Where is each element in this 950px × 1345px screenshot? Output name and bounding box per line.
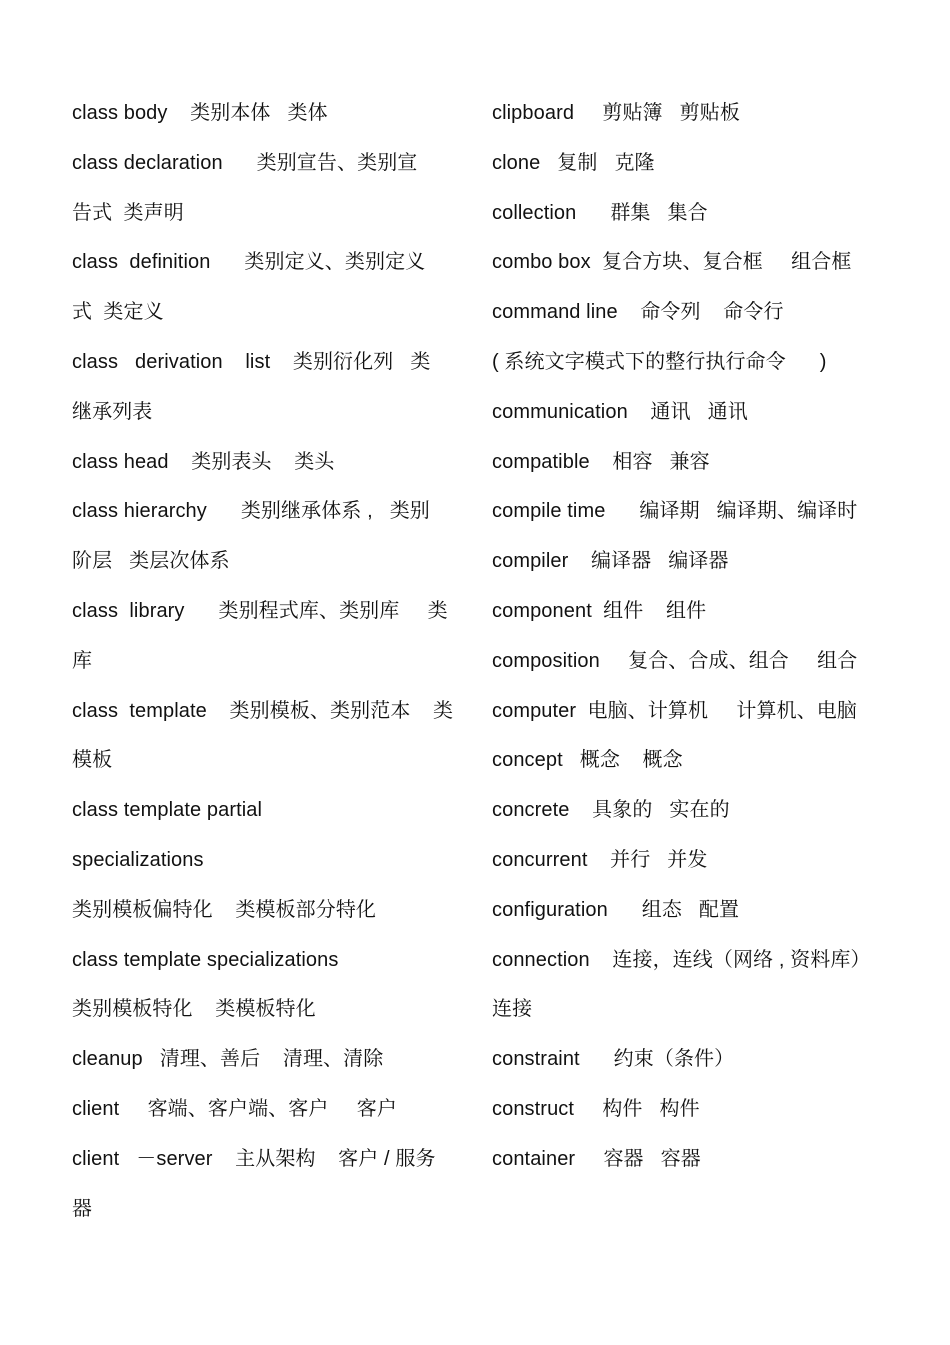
glossary-line: cleanup 清理、善后 清理、清除 [72,1048,384,1071]
glossary-line: class hierarchy 类别继承体系 , 类别 [72,500,430,523]
glossary-line: class definition 类别定义、类别定义 [72,251,426,274]
glossary-line: combo box 复合方块、复合框 组合框 [492,251,852,274]
glossary-line: 器 [72,1197,93,1220]
glossary-line: specializations [72,848,204,871]
glossary-line: class head 类别表头 类头 [72,450,335,473]
glossary-line: 类别模板特化 类模板特化 [72,998,316,1021]
glossary-line: container 容器 容器 [492,1147,701,1170]
glossary-line: collection 群集 集合 [492,201,708,224]
glossary-line: compatible 相容 兼容 [492,450,710,473]
glossary-line: concept 概念 概念 [492,749,683,772]
glossary-line: command line 命令列 命令行 [492,301,784,324]
glossary-line: configuration 组态 配置 [492,898,740,921]
glossary-line: 模板 [72,749,113,772]
glossary-line: compile time 编译期 编译期、编译时 [492,500,858,523]
glossary-line: ( 系统文字模式下的整行执行命令 ) [492,350,827,373]
glossary-line: class template specializations [72,948,339,971]
glossary-line: computer 电脑、计算机 计算机、电脑 [492,699,857,722]
right-glossary-column [492,92,892,1188]
glossary-line: 式 类定义 [72,301,164,324]
glossary-line: concurrent 并行 并发 [492,848,708,871]
glossary-line: clipboard 剪贴簿 剪贴板 [492,102,740,124]
glossary-line: 继承列表 [72,400,153,423]
glossary-line: constraint 约束（条件） [492,1048,735,1071]
glossary-line: 阶层 类层次体系 [72,550,230,573]
glossary-line: class derivation list 类别衍化列 类 [72,350,431,373]
glossary-line: class template 类别模板、类别范本 类 [72,699,454,722]
glossary-line: 库 [72,649,93,672]
glossary-line: class body 类别本体 类体 [72,102,328,124]
glossary-line: class template partial [72,799,263,822]
glossary-line: composition 复合、合成、组合 组合 [492,649,858,672]
glossary-line: connection 连接，连线（网络 , 资料库） [492,948,871,971]
glossary-line: class library 类别程式库、类别库 类 [72,599,448,622]
glossary-line: communication 通讯 通讯 [492,400,748,423]
glossary-line: client 客端、客户端、客户 客户 [72,1097,397,1120]
glossary-line: 连接 [492,998,533,1021]
glossary-line: clone 复制 克隆 [492,151,655,174]
glossary-line: construct 构件 构件 [492,1097,700,1120]
left-glossary-column [72,92,462,1237]
glossary-line: 告式 类声明 [72,201,184,224]
glossary-line: class declaration 类别宣告、类别宣 [72,151,418,174]
glossary-line: compiler 编译器 编译器 [492,550,729,573]
glossary-line: client －server 主从架构 客户 / 服务 [72,1147,436,1170]
glossary-line: concrete 具象的 实在的 [492,799,730,822]
glossary-line: 类别模板偏特化 类模板部分特化 [72,898,377,921]
glossary-line: component 组件 组件 [492,599,707,622]
